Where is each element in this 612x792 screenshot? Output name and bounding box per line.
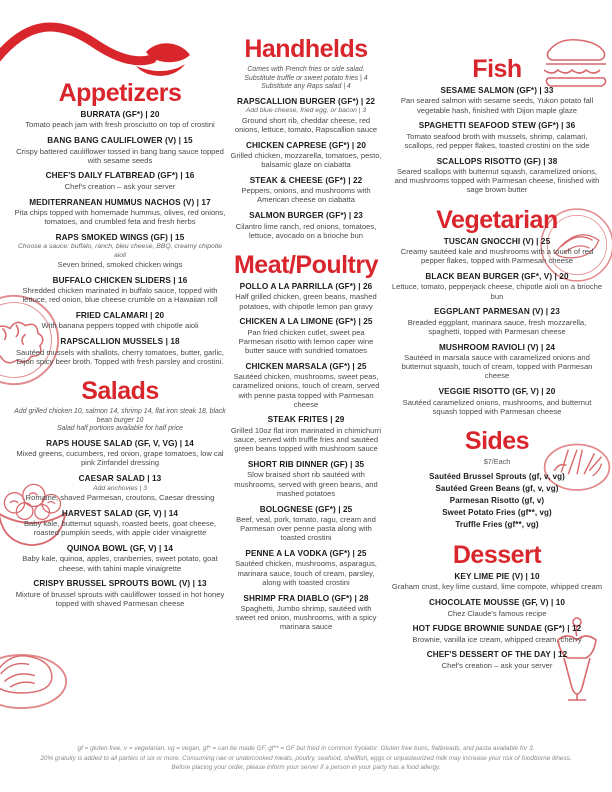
- section-note: Substitute any Raps salad | 4: [261, 83, 351, 91]
- menu-item-spaghetti-seafood-stew: [391, 121, 603, 150]
- section-title-dessert: Dessert: [452, 541, 542, 569]
- menu-item-name: BUFFALO CHICKEN SLIDERS | 16: [52, 275, 188, 285]
- menu-item-name: CAESAR SALAD | 13: [78, 474, 162, 484]
- section-title-salads: Salads: [81, 377, 159, 405]
- pasta-plate-sketch: [0, 632, 69, 712]
- menu-item-name: SALMON BURGER (GF*) | 23: [249, 211, 363, 221]
- menu-item-shrimp-fra-diablo: [230, 594, 382, 632]
- menu-item-sweet-potato-fries: [391, 508, 603, 519]
- menu-item-description: Tomato seafood broth with mussels, shrimp, calamari, scallops, red pepper flakes, toasted crostini on the side: [404, 131, 590, 150]
- menu-item-description: Chez Claude's famous recipe: [447, 608, 547, 618]
- menu-item-name: EGGPLANT PARMESAN (V) | 23: [434, 307, 560, 317]
- menu-item-name: Parmesan Risotto (gf, v): [449, 495, 545, 505]
- menu-item-sesame-salmon: [391, 86, 603, 115]
- menu-item-description: Chef's creation – ask your server: [441, 660, 553, 670]
- menu-item-name: Sautéed Brussel Sprouts (gf, v, vg): [429, 471, 565, 481]
- footer-allergy-line: Before placing your order, please inform your server if a person in your party has a food allergy.: [171, 764, 441, 772]
- section-notes: [12, 408, 228, 434]
- menu-item-buffalo-chicken-sliders: [12, 276, 228, 305]
- menu-item-description: Baby kale, butternut squash, roasted beets, goat cheese, roasted pumpkin seeds, with apple cider vinaigrette: [23, 519, 217, 538]
- menu-item-description: Slow braised short rib sautéed with mushrooms, served with green beans, and mashed potatoes: [234, 470, 378, 498]
- menu-item-description: Sautéed caramelized onions, mushrooms, and butternut squash topped with Parmesan cheese: [402, 397, 592, 416]
- menu-item-chicken-a-la-limone: [230, 317, 382, 355]
- menu-item-key-lime-pie: [391, 572, 603, 592]
- menu-item-description: Sautéed in marsala sauce with caramelized onions and butternut squash, touch of cream, topped with Parmesan cheese: [401, 352, 593, 381]
- menu-item-description: Baby kale, quinoa, apples, cranberries, sweet potato, goat cheese, with tahini maple vinaigrette: [22, 554, 218, 573]
- section-title-appetizers: Appetizers: [58, 79, 182, 107]
- menu-item-name: Sautéed Green Beans (gf, v, vg): [435, 483, 559, 493]
- menu-item-description: Lettuce, tomato, pepperjack cheese, chipotle aioli on a brioche bun: [391, 282, 603, 301]
- menu-item-parmesan-risotto: [391, 496, 603, 507]
- menu-item-pollo-a-la-parrilla: [230, 282, 382, 311]
- section-meat-poultry: [230, 252, 382, 632]
- column-fish-veg-sides-dessert: [391, 56, 603, 676]
- menu-item-rapscallion-mussels: [12, 337, 228, 366]
- menu-item-bolognese: [230, 505, 382, 543]
- menu-item-chicken-marsala: [230, 362, 382, 409]
- menu-item-name: HARVEST SALAD (GF, V) | 14: [61, 508, 179, 518]
- menu-item-description: Pan seared salmon with sesame seeds, Yukon potato fall vegetable hash, finished with Dijon maple glaze: [400, 96, 594, 115]
- menu-item-truffle-fries: [391, 520, 603, 531]
- menu-item-chocolate-mousse: [391, 598, 603, 618]
- menu-item-rapscallion-burger: [230, 97, 382, 134]
- menu-item-name: CHICKEN MARSALA (GF*) | 25: [245, 361, 367, 371]
- section-handhelds: [230, 36, 382, 240]
- menu-item-description: Sautéed chicken, mushrooms, asparagus, marinara sauce, touch of cream, parsley, along with toasted crostini: [235, 559, 377, 587]
- menu-item-scallops-risotto: [391, 157, 603, 195]
- menu-item-description: Grilled chicken, mozzarella, tomatoes, pesto, balsamic glaze on ciabatta: [230, 150, 382, 170]
- footer-disclaimer: [0, 744, 612, 773]
- menu-item-description: Romaine, shaved Parmesan, croutons, Caesar dressing: [25, 492, 215, 502]
- menu-item-name: Sweet Potato Fries (gf**, vg): [442, 507, 552, 517]
- section-title-sides: Sides: [464, 426, 530, 455]
- menu-item-description: Pan fried chicken cutlet, sweet pea Parmesan risotto with lemon caper wine butter sauce with sundried tomatoes: [238, 327, 374, 356]
- menu-item-description: Brownie, vanilla ice cream, whipped cream, cherry: [412, 634, 582, 644]
- menu-item-steak-cheese: [230, 176, 382, 205]
- menu-item-name: RAPS SMOKED WINGS (GF) | 15: [55, 232, 185, 242]
- menu-item-name: BANG BANG CAULIFLOWER (V) | 15: [47, 136, 193, 146]
- section-appetizers: [12, 80, 228, 366]
- menu-item-name: BOLOGNESE (GF*) | 25: [259, 504, 353, 514]
- menu-item-mediterranean-hummus-nachos: [12, 198, 228, 227]
- section-salads: [12, 378, 228, 608]
- menu-item-name: MEDITERRANEAN HUMMUS NACHOS (V) | 17: [29, 197, 211, 207]
- menu-item-name: RAPSCALLION MUSSELS | 18: [60, 337, 180, 347]
- menu-item-raps-smoked-wings: [12, 233, 228, 269]
- menu-item-hot-fudge-brownie-sundae: [391, 624, 603, 644]
- menu-item-description: Beef, veal, pork, tomato, ragu, cream and Parmesan over penne pasta along with toasted crostini: [236, 514, 376, 543]
- section-title-vegetarian: Vegetarian: [436, 205, 558, 234]
- menu-item-name: CHEF'S DAILY FLATBREAD (GF*) | 16: [45, 171, 195, 181]
- menu-item-name: SHORT RIB DINNER (GF) | 35: [247, 460, 365, 469]
- menu-item-description: Pita chips topped with homemade hummus, olives, red onions, tomatoes, and crumbled feta and fresh herbs: [14, 207, 226, 227]
- section-note: Salad half portions available for half price: [56, 425, 184, 433]
- menu-item-eggplant-parmesan: [391, 307, 603, 336]
- menu-item-name: SPAGHETTI SEAFOOD STEW (GF*) | 36: [418, 121, 576, 131]
- menu-item-description: Ground short rib, cheddar cheese, red onions, lettuce, tomato, Rapscallion sauce: [234, 115, 378, 134]
- menu-item-note: Choose a sauce: buffalo, ranch, bleu cheese, BBQ, creamy chipotle aioli: [17, 243, 223, 259]
- menu-item-name: CHEF'S DESSERT OF THE DAY | 12: [426, 650, 568, 660]
- section-title-meat-poultry: Meat/Poultry: [233, 250, 379, 279]
- menu-item-caesar-salad: [12, 474, 228, 502]
- menu-item-name: HOT FUDGE BROWNIE SUNDAE (GF*) | 12: [412, 624, 582, 634]
- menu-item-name: STEAK & CHEESE (GF*) | 22: [249, 175, 363, 185]
- menu-item-description: Tomato peach jam with fresh prosciutto on top of crostini: [25, 120, 215, 130]
- menu-item-name: FRIED CALAMARI | 20: [75, 311, 165, 321]
- menu-item-black-bean-burger: [391, 272, 603, 301]
- footer-legend-line: gf = gluten free, v = vegetarian, vg = vegan, gf* = can be made GF, gf** = GF but fried in common fryolator. Gluten free buns, flatbreads, and pasta available for 3.: [77, 745, 535, 752]
- menu-item-salmon-burger: [230, 211, 382, 240]
- menu-item-description: Seven brined, smoked chicken wings: [57, 260, 183, 270]
- menu-item-description: Seared scallops with butternut squash, caramelized onions, and mushrooms topped with Parmesan cheese, finished with sage brown butter: [394, 167, 600, 195]
- menu-item-name: POLLO A LA PARRILLA (GF*) | 26: [239, 281, 373, 291]
- menu-item-description: Creamy sautéed kale and mushrooms with a touch of red pepper flakes, topped with Parmesan cheese: [400, 247, 594, 266]
- menu-item-note: Add anchovies | 3: [93, 484, 147, 492]
- menu-item-name: SHRIMP FRA DIABLO (GF*) | 28: [243, 593, 369, 603]
- menu-item-harvest-salad: [12, 509, 228, 538]
- section-title-handhelds: Handhelds: [244, 35, 368, 63]
- section-note: Add grilled chicken 10, salmon 14, shrimp 14, flat iron steak 18, black bean burger 10: [14, 408, 226, 424]
- menu-item-name: QUINOA BOWL (GF, V) | 14: [66, 543, 174, 553]
- section-sides: [391, 428, 603, 530]
- menu-item-chicken-caprese: [230, 141, 382, 170]
- menu-item-saut-ed-green-beans: [391, 484, 603, 495]
- menu-item-name: RAPSCALLION BURGER (GF*) | 22: [236, 96, 376, 106]
- menu-item-name: SCALLOPS RISOTTO (GF) | 38: [436, 156, 558, 166]
- menu-item-name: MUSHROOM RAVIOLI (V) | 24: [438, 342, 556, 352]
- menu-item-description: Cilantro lime ranch, red onions, tomatoes, lettuce, avocado on a brioche bun: [235, 221, 377, 240]
- menu-item-description: Mixture of brussel sprouts with cauliflower tossed in hot honey topped with shaved Parmesan cheese: [15, 589, 225, 608]
- menu-item-description: Graham crust, key lime custard, lime compote, whipped cream: [391, 582, 603, 592]
- menu-item-description: Sautéed mussels with shallots, cherry tomatoes, butter, garlic, Dijon spicy beer broth. Topped with fresh parsley and crostini.: [15, 347, 225, 366]
- menu-item-description: Grilled 10oz flat iron marinated in chimichurri sauce, served with truffle fries and sautéed green beans topped with mushroom sauce: [230, 425, 382, 454]
- column-appetizers-salads: [12, 80, 228, 615]
- menu-item-description: Chef's creation – ask your server: [64, 181, 176, 191]
- section-dessert: [391, 542, 603, 670]
- menu-item-tuscan-gnocchi: [391, 237, 603, 266]
- menu-item-name: CHICKEN CAPRESE (GF*) | 20: [246, 140, 366, 150]
- menu-item-description: Crispy battered cauliflower tossed in bang bang sauce topped with sesame seeds: [16, 146, 224, 165]
- menu-item-mushroom-ravioli: [391, 343, 603, 381]
- column-handhelds-meat: [230, 36, 382, 638]
- menu-item-burrata: [12, 110, 228, 130]
- menu-item-name: RAPS HOUSE SALAD (GF, V, VG) | 14: [46, 438, 194, 448]
- section-notes: [391, 458, 603, 467]
- menu-item-name: VEGGIE RISOTTO (GF, V) | 20: [438, 387, 556, 397]
- menu-item-penne-a-la-vodka: [230, 549, 382, 587]
- menu-item-description: Sautéed chicken, mushrooms, sweet peas, caramelized onions, touch of cream, served with penne pasta topped with Parmesan cheese: [232, 372, 380, 409]
- menu-item-raps-house-salad: [12, 439, 228, 468]
- menu-item-name: BURRATA (GF*) | 20: [80, 110, 160, 119]
- menu-item-description: Breaded eggplant, marinara sauce, fresh mozzarella, spaghetti, topped with Parmesan cheese: [407, 317, 587, 336]
- section-title-fish: Fish: [472, 55, 522, 83]
- menu-item-name: STEAK FRITES | 29: [267, 415, 345, 425]
- menu-item-steak-frites: [230, 415, 382, 453]
- menu-item-name: CRISPY BRUSSEL SPROUTS BOWL (V) | 13: [33, 579, 207, 589]
- menu-item-note: Add blue cheese, fried egg, or bacon | 3: [245, 107, 367, 115]
- section-vegetarian: [391, 207, 603, 416]
- menu-item-quinoa-bowl: [12, 544, 228, 573]
- menu-item-name: BLACK BEAN BURGER (GF*, V) | 20: [425, 271, 569, 281]
- menu-item-name: CHICKEN A LA LIMONE (GF*) | 25: [239, 317, 373, 327]
- menu-item-description: With banana peppers topped with chipotle aioli: [41, 321, 199, 331]
- menu-item-description: Half grilled chicken, green beans, mashed potatoes, with chipotle lemon pan gravy: [235, 292, 377, 311]
- menu-item-description: Peppers, onions, and mushrooms with American cheese on ciabatta: [241, 186, 371, 205]
- red-swoosh-logo: [0, 6, 195, 81]
- footer-gratuity-line: 20% gratuity is added to all parties of six or more. Consuming raw or undercooked meats, poultry, seafood, shellfish, eggs or unpasteurized milk may increase your risk of foodborne illness.: [40, 754, 572, 762]
- menu-item-name: Truffle Fries (gf**, vg): [455, 519, 539, 529]
- section-fish: [391, 56, 603, 195]
- section-notes: [230, 66, 382, 92]
- menu-item-short-rib-dinner: [230, 460, 382, 498]
- menu-item-name: PENNE A LA VODKA (GF*) | 25: [245, 549, 367, 559]
- section-note: Substitute truffle or sweet potato fries | 4: [244, 74, 368, 82]
- menu-item-name: KEY LIME PIE (V) | 10: [454, 572, 540, 581]
- menu-item-crispy-brussel-sprouts-bowl: [12, 579, 228, 608]
- menu-item-name: CHOCOLATE MOUSSE (GF, V) | 10: [428, 598, 566, 608]
- section-note: Comes with French fries or side salad.: [247, 66, 365, 73]
- menu-item-description: Mixed greens, cucumbers, red onion, grape tomatoes, low cal pink Zinfandel dressing: [16, 449, 224, 468]
- menu-item-fried-calamari: [12, 311, 228, 331]
- menu-item-description: Shredded chicken marinated in buffalo sauce, topped with lettuce, red onion, blue cheese crumble on a Hawaiian roll: [22, 286, 218, 305]
- menu-item-name: SESAME SALMON (GF*) | 33: [440, 86, 554, 95]
- menu-item-saut-ed-brussel-sprouts: [391, 472, 603, 483]
- menu-item-veggie-risotto: [391, 387, 603, 416]
- menu-item-description: Spaghetti, Jumbo shrimp, sautéed with sweet red onion, mushrooms, with a spicy marinara sauce: [235, 603, 377, 632]
- menu-item-name: TUSCAN GNOCCHI (V) | 25: [443, 236, 551, 246]
- section-note: $7/Each: [483, 456, 511, 466]
- menu-item-chef-s-daily-flatbread: [12, 171, 228, 191]
- menu-item-chef-s-dessert-of-the-day: [391, 650, 603, 670]
- menu-item-bang-bang-cauliflower: [12, 136, 228, 165]
